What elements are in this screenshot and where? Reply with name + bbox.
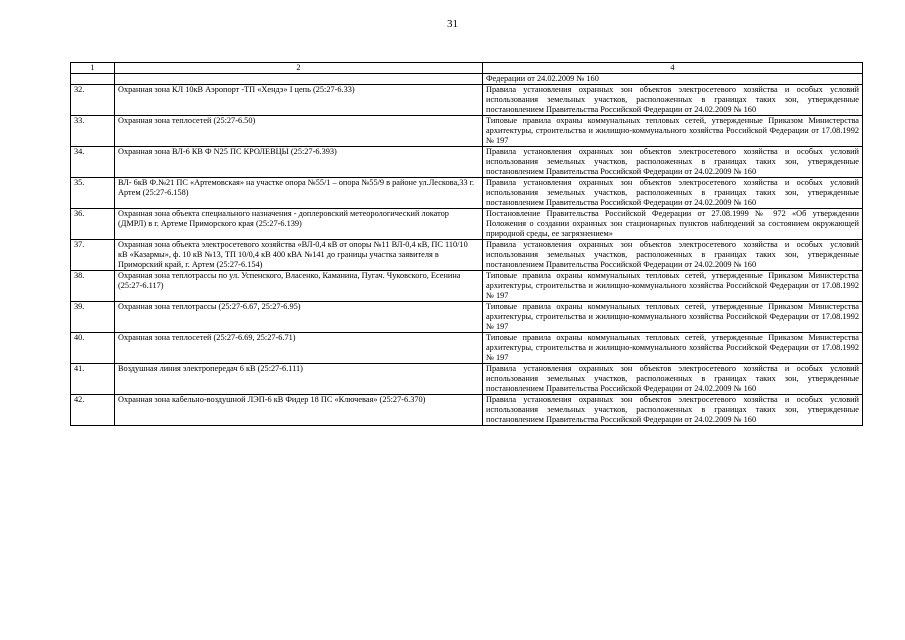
column-header-2: 2 <box>115 63 483 74</box>
row-number: 37. <box>71 240 115 271</box>
legal-basis: Типовые правила охраны коммунальных тепловых сетей, утвержденные Приказом Министерства архитектуры, строительства и жилищно-коммунального хозяйства Российской Федерации от 17.08.1992 № 197 <box>483 302 863 333</box>
table-row <box>71 333 863 364</box>
zone-name: Охранная зона теплотрассы по ул. Успенского, Власенко, Каманина, Пугач. Чуковского, Есенина (25:27-6.117) <box>115 271 483 302</box>
legal-basis: Типовые правила охраны коммунальных тепловых сетей, утвержденные Приказом Министерства архитектуры, строительства и жилищно-коммунального хозяйства Российской Федерации от 17.08.1992 № 197 <box>483 116 863 147</box>
table-row <box>71 364 863 395</box>
legal-basis: Постановление Правительства Российской Федерации от 27.08.1999 № 972 «Об утверждении Положения о создании охранных зон стационарных пунктов наблюдений за состоянием окружающей природной среды, ее загрязнением» <box>483 209 863 240</box>
zone-name: Охранная зона объекта электросетевого хозяйства «ВЛ-0,4 кВ от опоры №11 ВЛ-0,4 кВ, ПС 110/10 кВ «Казармы», ф. 10 кВ №13, ТП 10/0,4 кВ 400 кВА №141 до границы участка заявителя в Приморский край, г. Артем (25:27-6.154) <box>115 240 483 271</box>
zones-table <box>70 62 863 426</box>
legal-basis: Федерации от 24.02.2009 № 160 <box>483 74 863 85</box>
row-number: 41. <box>71 364 115 395</box>
zone-name: Охранная зона КЛ 10кВ Аэропорт -ТП «Хендэ» I цепь (25:27-6.33) <box>115 85 483 116</box>
table-row <box>71 240 863 271</box>
zone-name: ВЛ- 6кВ Ф.№21 ПС «Артемовская» на участке опора №55/1 – опора №55/9 в районе ул.Лескова,33 г. Артем (25:27-6.158) <box>115 178 483 209</box>
zone-name: Охранная зона объекта специального назначения - доплеровский метеорологический локатор (ДМРЛ) в г. Артеме Приморского края (25:27-6.139) <box>115 209 483 240</box>
row-number: 33. <box>71 116 115 147</box>
legal-basis: Правила установления охранных зон объектов электросетевого хозяйства и особых условий использования земельных участков, расположенных в границах таких зон, утвержденные постановлением Правительства Российской Федерации от 24.02.2009 № 160 <box>483 178 863 209</box>
zone-name: Охранная зона теплосетей (25:27-6.50) <box>115 116 483 147</box>
legal-basis: Типовые правила охраны коммунальных тепловых сетей, утвержденные Приказом Министерства архитектуры, строительства и жилищно-коммунального хозяйства Российской Федерации от 17.08.1992 № 197 <box>483 333 863 364</box>
zone-name: Охранная зона кабельно-воздушной ЛЭП-6 кВ Фидер 18 ПС «Ключевая» (25:27-6.370) <box>115 395 483 426</box>
table-header-row <box>71 63 863 74</box>
table-row <box>71 209 863 240</box>
row-number: 32. <box>71 85 115 116</box>
column-header-4: 4 <box>483 63 863 74</box>
column-header-1: 1 <box>71 63 115 74</box>
table-row <box>71 395 863 426</box>
table-row <box>71 302 863 333</box>
zone-name: Воздушная линия электропередач 6 кВ (25:27-6.111) <box>115 364 483 395</box>
row-number: 36. <box>71 209 115 240</box>
zone-name: Охранная зона теплотрассы (25:27-6.67, 25:27-6.95) <box>115 302 483 333</box>
page-number: 31 <box>447 18 458 30</box>
legal-basis: Правила установления охранных зон объектов электросетевого хозяйства и особых условий использования земельных участков, расположенных в границах таких зон, утвержденные постановлением Правительства Российской Федерации от 24.02.2009 № 160 <box>483 147 863 178</box>
zone-name: Охранная зона теплосетей (25:27-6.69, 25:27-6.71) <box>115 333 483 364</box>
table-row <box>71 147 863 178</box>
legal-basis: Правила установления охранных зон объектов электросетевого хозяйства и особых условий использования земельных участков, расположенных в границах таких зон, утвержденные постановлением Правительства Российской Федерации от 24.02.2009 № 160 <box>483 364 863 395</box>
table-row <box>71 85 863 116</box>
row-number: 39. <box>71 302 115 333</box>
row-number: 35. <box>71 178 115 209</box>
legal-basis: Правила установления охранных зон объектов электросетевого хозяйства и особых условий использования земельных участков, расположенных в границах таких зон, утвержденные постановлением Правительства Российской Федерации от 24.02.2009 № 160 <box>483 240 863 271</box>
continuation-row <box>71 74 863 85</box>
table-row <box>71 271 863 302</box>
zone-name: Охранная зона ВЛ-6 КВ Ф N25 ПС КРОЛЕВЦЫ (25:27-6.393) <box>115 147 483 178</box>
row-number <box>71 74 115 85</box>
row-number: 42. <box>71 395 115 426</box>
legal-basis: Типовые правила охраны коммунальных тепловых сетей, утвержденные Приказом Министерства архитектуры, строительства и жилищно-коммунального хозяйства Российской Федерации от 17.08.1992 № 197 <box>483 271 863 302</box>
row-number: 34. <box>71 147 115 178</box>
table-row <box>71 178 863 209</box>
row-number: 38. <box>71 271 115 302</box>
row-number: 40. <box>71 333 115 364</box>
legal-basis: Правила установления охранных зон объектов электросетевого хозяйства и особых условий использования земельных участков, расположенных в границах таких зон, утвержденные постановлением Правительства Российской Федерации от 24.02.2009 № 160 <box>483 85 863 116</box>
legal-basis: Правила установления охранных зон объектов электросетевого хозяйства и особых условий использования земельных участков, расположенных в границах таких зон, утвержденные постановлением Правительства Российской Федерации от 24.02.2009 № 160 <box>483 395 863 426</box>
zone-name <box>115 74 483 85</box>
table-row <box>71 116 863 147</box>
